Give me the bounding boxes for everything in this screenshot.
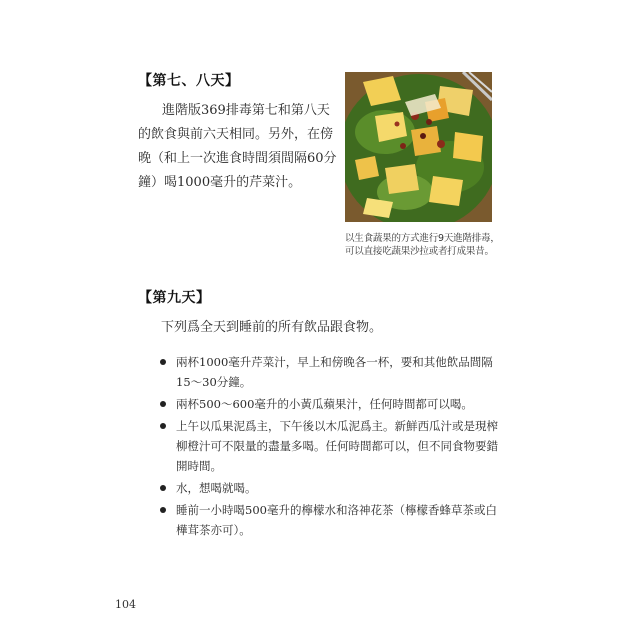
paragraph-line: 晚（和上一次進食時間須間隔60分 [138, 151, 337, 166]
caption-line: 可以直接吃蔬果沙拉或者打成果昔。 [345, 246, 494, 257]
list-item-line: 15～30分鐘。 [176, 375, 252, 389]
paragraph-line: 的飲食與前六天相同。另外，在傍 [138, 127, 334, 142]
list-item-line: 兩杯1000毫升芹菜汁，早上和傍晚各一杯，要和其他飲品間隔 [176, 355, 493, 369]
list-item-line: 上午以瓜果泥爲主，下午後以木瓜泥爲主。新鮮西瓜汁或是現榨 [176, 419, 498, 433]
list-item-line: 睡前一小時喝500毫升的檸檬水和洛神花茶（檸檬香蜂草茶或白 [176, 503, 497, 517]
section-heading-day-7-8: 【第七、八天】 [138, 73, 240, 89]
list-item [160, 478, 500, 498]
caption-line: 以生食蔬果的方式進行9天進階排毒， [345, 233, 500, 244]
bullet-icon [160, 359, 166, 365]
list-item [160, 500, 500, 540]
paragraph-line: 鐘）喝1000毫升的芹菜汁。 [138, 175, 302, 190]
list-item-line: 柳橙汁可不限量的盡量多喝。任何時間都可以，但不同食物要錯 [176, 439, 498, 453]
salad-photo [345, 72, 492, 222]
list-item-line: 兩杯500～600毫升的小黃瓜蘋果汁，任何時間都可以喝。 [176, 397, 473, 411]
bullet-icon [160, 507, 166, 513]
section-intro-day-9 [161, 316, 382, 340]
bullet-icon [160, 401, 166, 407]
page-number: 104 [115, 598, 136, 611]
list-item-line: 樺茸茶亦可）。 [176, 523, 251, 537]
paragraph-line: 進階版369排毒第七和第八天 [162, 103, 330, 118]
list-item [160, 352, 500, 392]
drink-food-list [160, 352, 500, 542]
list-item-line: 開時間。 [176, 459, 222, 473]
list-item-line: 水，想喝就喝。 [176, 481, 257, 495]
photo-caption [345, 232, 505, 258]
bullet-icon [160, 485, 166, 491]
list-item [160, 394, 500, 414]
list-item [160, 416, 500, 476]
section-heading-day-9: 【第九天】 [138, 290, 211, 306]
bullet-icon [160, 423, 166, 429]
salad-illustration [345, 72, 492, 222]
section-paragraph-day-7-8 [138, 99, 338, 195]
intro-line: 下列爲全天到睡前的所有飲品跟食物。 [161, 320, 383, 335]
